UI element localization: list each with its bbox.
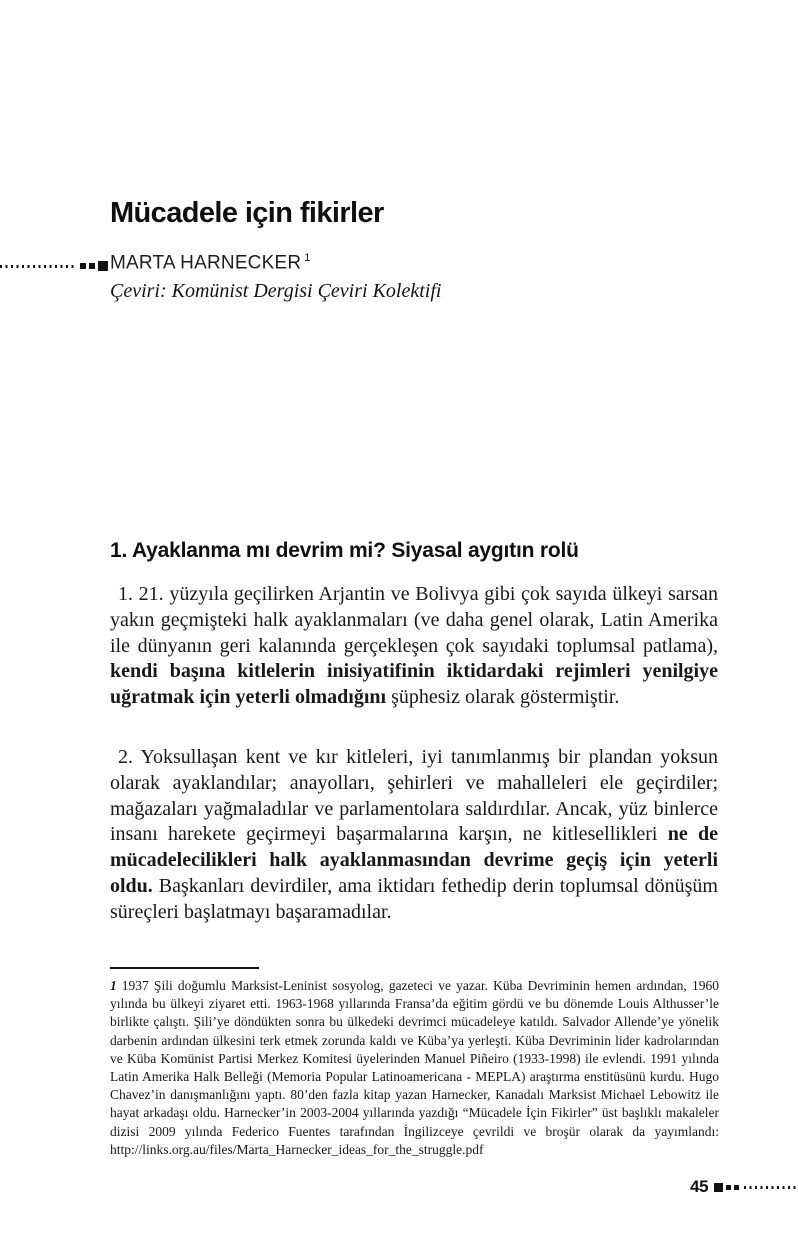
ornament-square-icon [98,261,108,271]
dotted-line-icon [744,1186,798,1189]
ornament-square-icon [89,263,95,269]
ornament-square-icon [80,263,86,269]
footnote-ref: 1 [304,252,311,264]
ornament-square-icon [714,1183,723,1192]
body-paragraph-2 [110,745,718,926]
page-title: Mücadele için fikirler [110,197,384,229]
footnote-rule [110,967,259,969]
ornament-square-icon [726,1185,731,1190]
ornament-square-icon [734,1185,739,1190]
body-text: Başkanları devirdiler, ama iktidarı fethedip derin toplumsal dönüşüm süreçleri başlatmayı başaramadılar. [110,874,718,923]
footnote-text: 1937 Şili doğumlu Marksist-Leninist sosyolog, gazeteci ve yazar. Küba Devriminin hemen ardından, 1960 yılında bu ülkeyi ziyaret etti. 1963-1968 yıllarında Fransa’da eğitim gördü ve bu dönemde Louis Althusser’le birlikte çalıştı. Şili’ye döndükten sonra bu ülkedeki devrimci mücadeleye katıldı. Salvador Allende’ye yönelik darbenin ardından ülkesini terk etmek zorunda kaldı ve Küba’ya yerleşti. Küba Devriminin lider kadrolarından ve Küba Komünist Partisi Merkez Komitesi üyelerinden Manuel Piñeiro (1933-1998) ile evlendi. 1991 yılında Latin Amerika Halk Belleği (Memoria Popular Latinoamericana - MEPLA) araştırma enstitüsünü kurdu. Hugo Chavez’in danışmanlığını yaptı. 80’den fazla kitap yazan Harnecker, Kanadalı Marksist Michael Lebowitz ile hayat arkadaşı oldu. Harnecker’in 2003-2004 yıllarında yazdığı “Mücadele İçin Fikirler” üst başlıklı makaleler dizisi 2009 yılında Federico Fuentes tarafından İngilizceye çevrildi ve broşür olarak da yayımlandı: http://links.org.au/files/Marta_Harnecker_ideas_for_the_struggle.pdf [110,978,719,1157]
page-number: 45 [690,1177,709,1196]
footnote [110,977,719,1159]
body-text: 1. 21. yüzyıla geçilirken Arjantin ve Bolivya gibi çok sayıda ülkeyi sarsan yakın geçmişteki halk ayaklanmaları (ve daha genel olarak, Latin Amerika ile dünyanın geri kalanında gerçekleşen çok sayıdaki toplumsal patlama), [110,583,718,657]
translation-credit: Çeviri: Komünist Dergisi Çeviri Kolektifi [110,280,442,302]
emphasized-text: kendi başına kitlelerin inisiyatifinin iktidardaki rejimleri yenilgiye uğratmak için yeterli olmadığını [110,660,718,709]
author-line [110,252,311,274]
page-footer [690,1178,798,1196]
body-text: 2. Yoksullaşan kent ve kır kitleleri, iyi tanımlanmış bir plandan yoksun olarak ayaklandılar; anayolları, şehirleri ve mahalleleri ele geçirdiler; mağazaları yağmaladılar ve parlamentolara saldırdılar. Ancak, yüz binlerce insanı harekete geçirmeyi başarmalarına karşın, ne kitlesellikleri [110,746,718,846]
body-text: şüphesiz olarak göstermiştir. [386,686,620,709]
footnote-marker: 1 [110,978,117,993]
emphasized-text: ne de mücadelecilikleri halk ayaklanmasından devrime geçiş için yeterli oldu. [110,823,718,897]
author-ornament [0,260,108,272]
author-name: MARTA HARNECKER [110,252,302,274]
body-paragraph-1 [110,582,718,711]
section-heading: 1. Ayaklanma mı devrim mi? Siyasal aygıtın rolü [110,539,579,562]
dotted-line-icon [0,265,77,268]
